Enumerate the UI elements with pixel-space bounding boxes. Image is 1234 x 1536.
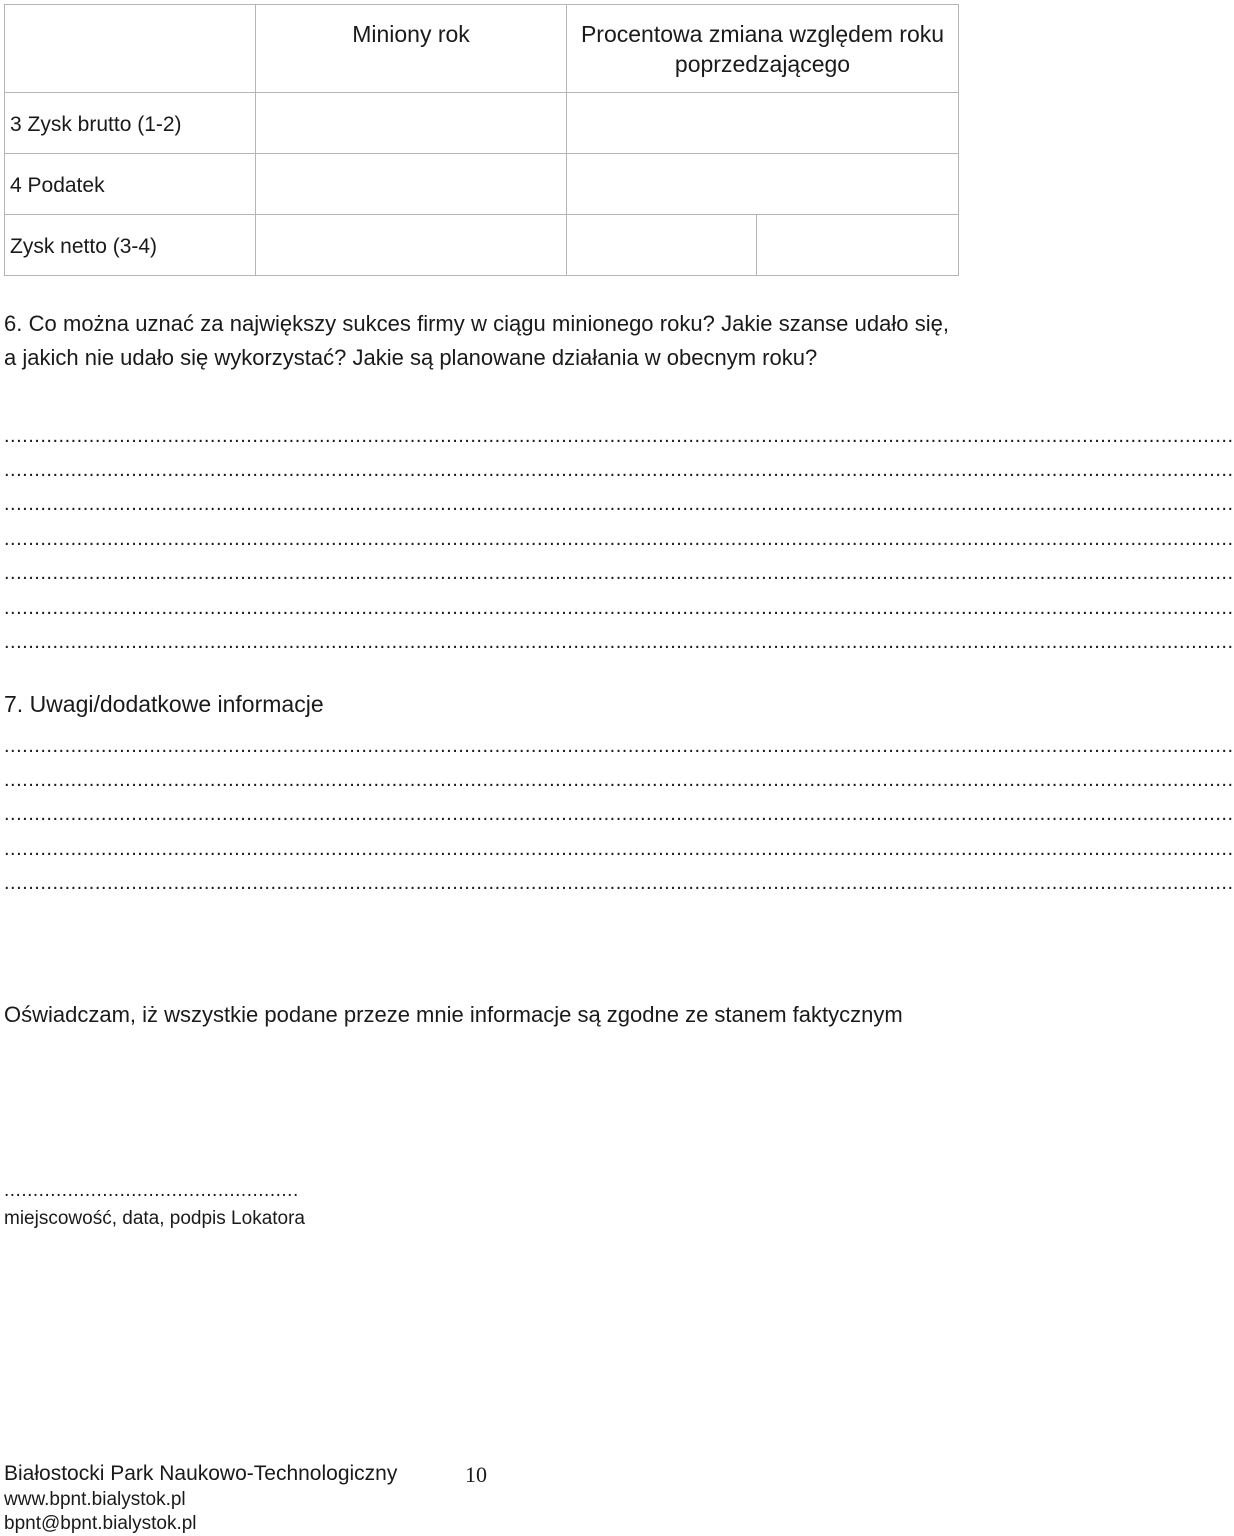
signature-caption: miejscowość, data, podpis Lokatora (4, 1208, 305, 1229)
answer-line[interactable]: ........................................................................................................................................................................................................... (4, 631, 1234, 653)
answer-line[interactable]: ........................................................................................................................................................................................................... (4, 528, 1234, 550)
table-header-last-year: Miniony rok (352, 21, 470, 47)
answer-line[interactable]: ........................................................................................................................................................................................................... (4, 459, 1234, 481)
footer-website[interactable]: www.bpnt.bialystok.pl (4, 1489, 186, 1510)
notes-line[interactable]: ........................................................................................................................................................................................................... (4, 838, 1234, 860)
table-row-label: 4 Podatek (10, 174, 105, 197)
notes-line[interactable]: ........................................................................................................................................................................................................... (4, 735, 1234, 757)
table-row-divider (4, 92, 959, 93)
notes-line[interactable]: ........................................................................................................................................................................................................... (4, 769, 1234, 791)
table-header-percent-change: Procentowa zmiana względem roku poprzedzającego (580, 21, 945, 77)
table-border-right (958, 4, 959, 276)
footer-email[interactable]: bpnt@bpnt.bialystok.pl (4, 1513, 197, 1534)
section-6-question: 6. Co można uznać za największy sukces firmy w ciągu minionego roku? Jakie szanse udało się, a jakich nie udało się wykorzystać? Jakie są planowane działania w obecnym roku? (4, 311, 949, 370)
financial-table (4, 4, 959, 276)
table-border-left (4, 4, 5, 276)
answer-line[interactable]: ........................................................................................................................................................................................................... (4, 425, 1234, 447)
notes-line[interactable]: ........................................................................................................................................................................................................... (4, 803, 1234, 825)
declaration-text: Oświadczam, iż wszystkie podane przeze mnie informacje są zgodne ze stanem faktycznym (4, 1002, 903, 1027)
answer-line[interactable]: ........................................................................................................................................................................................................... (4, 597, 1234, 619)
section-7-title: 7. Uwagi/dodatkowe informacje (4, 691, 324, 717)
notes-line[interactable]: ........................................................................................................................................................................................................... (4, 872, 1234, 894)
answer-line[interactable]: ........................................................................................................................................................................................................... (4, 493, 1234, 515)
footer-organization: Białostocki Park Naukowo-Technologiczny (4, 1462, 398, 1485)
signature-line[interactable]: ................................................... (4, 1180, 299, 1201)
table-row-label: Zysk netto (3-4) (10, 235, 158, 258)
table-row-divider (4, 153, 959, 154)
table-row-divider (4, 214, 959, 215)
table-border-top (4, 4, 959, 5)
answer-line[interactable]: ........................................................................................................................................................................................................... (4, 562, 1234, 584)
table-column-divider (756, 214, 757, 276)
table-row-label: 3 Zysk brutto (1-2) (10, 113, 182, 136)
table-border-bottom (4, 275, 959, 276)
page-number: 10 (465, 1462, 487, 1487)
